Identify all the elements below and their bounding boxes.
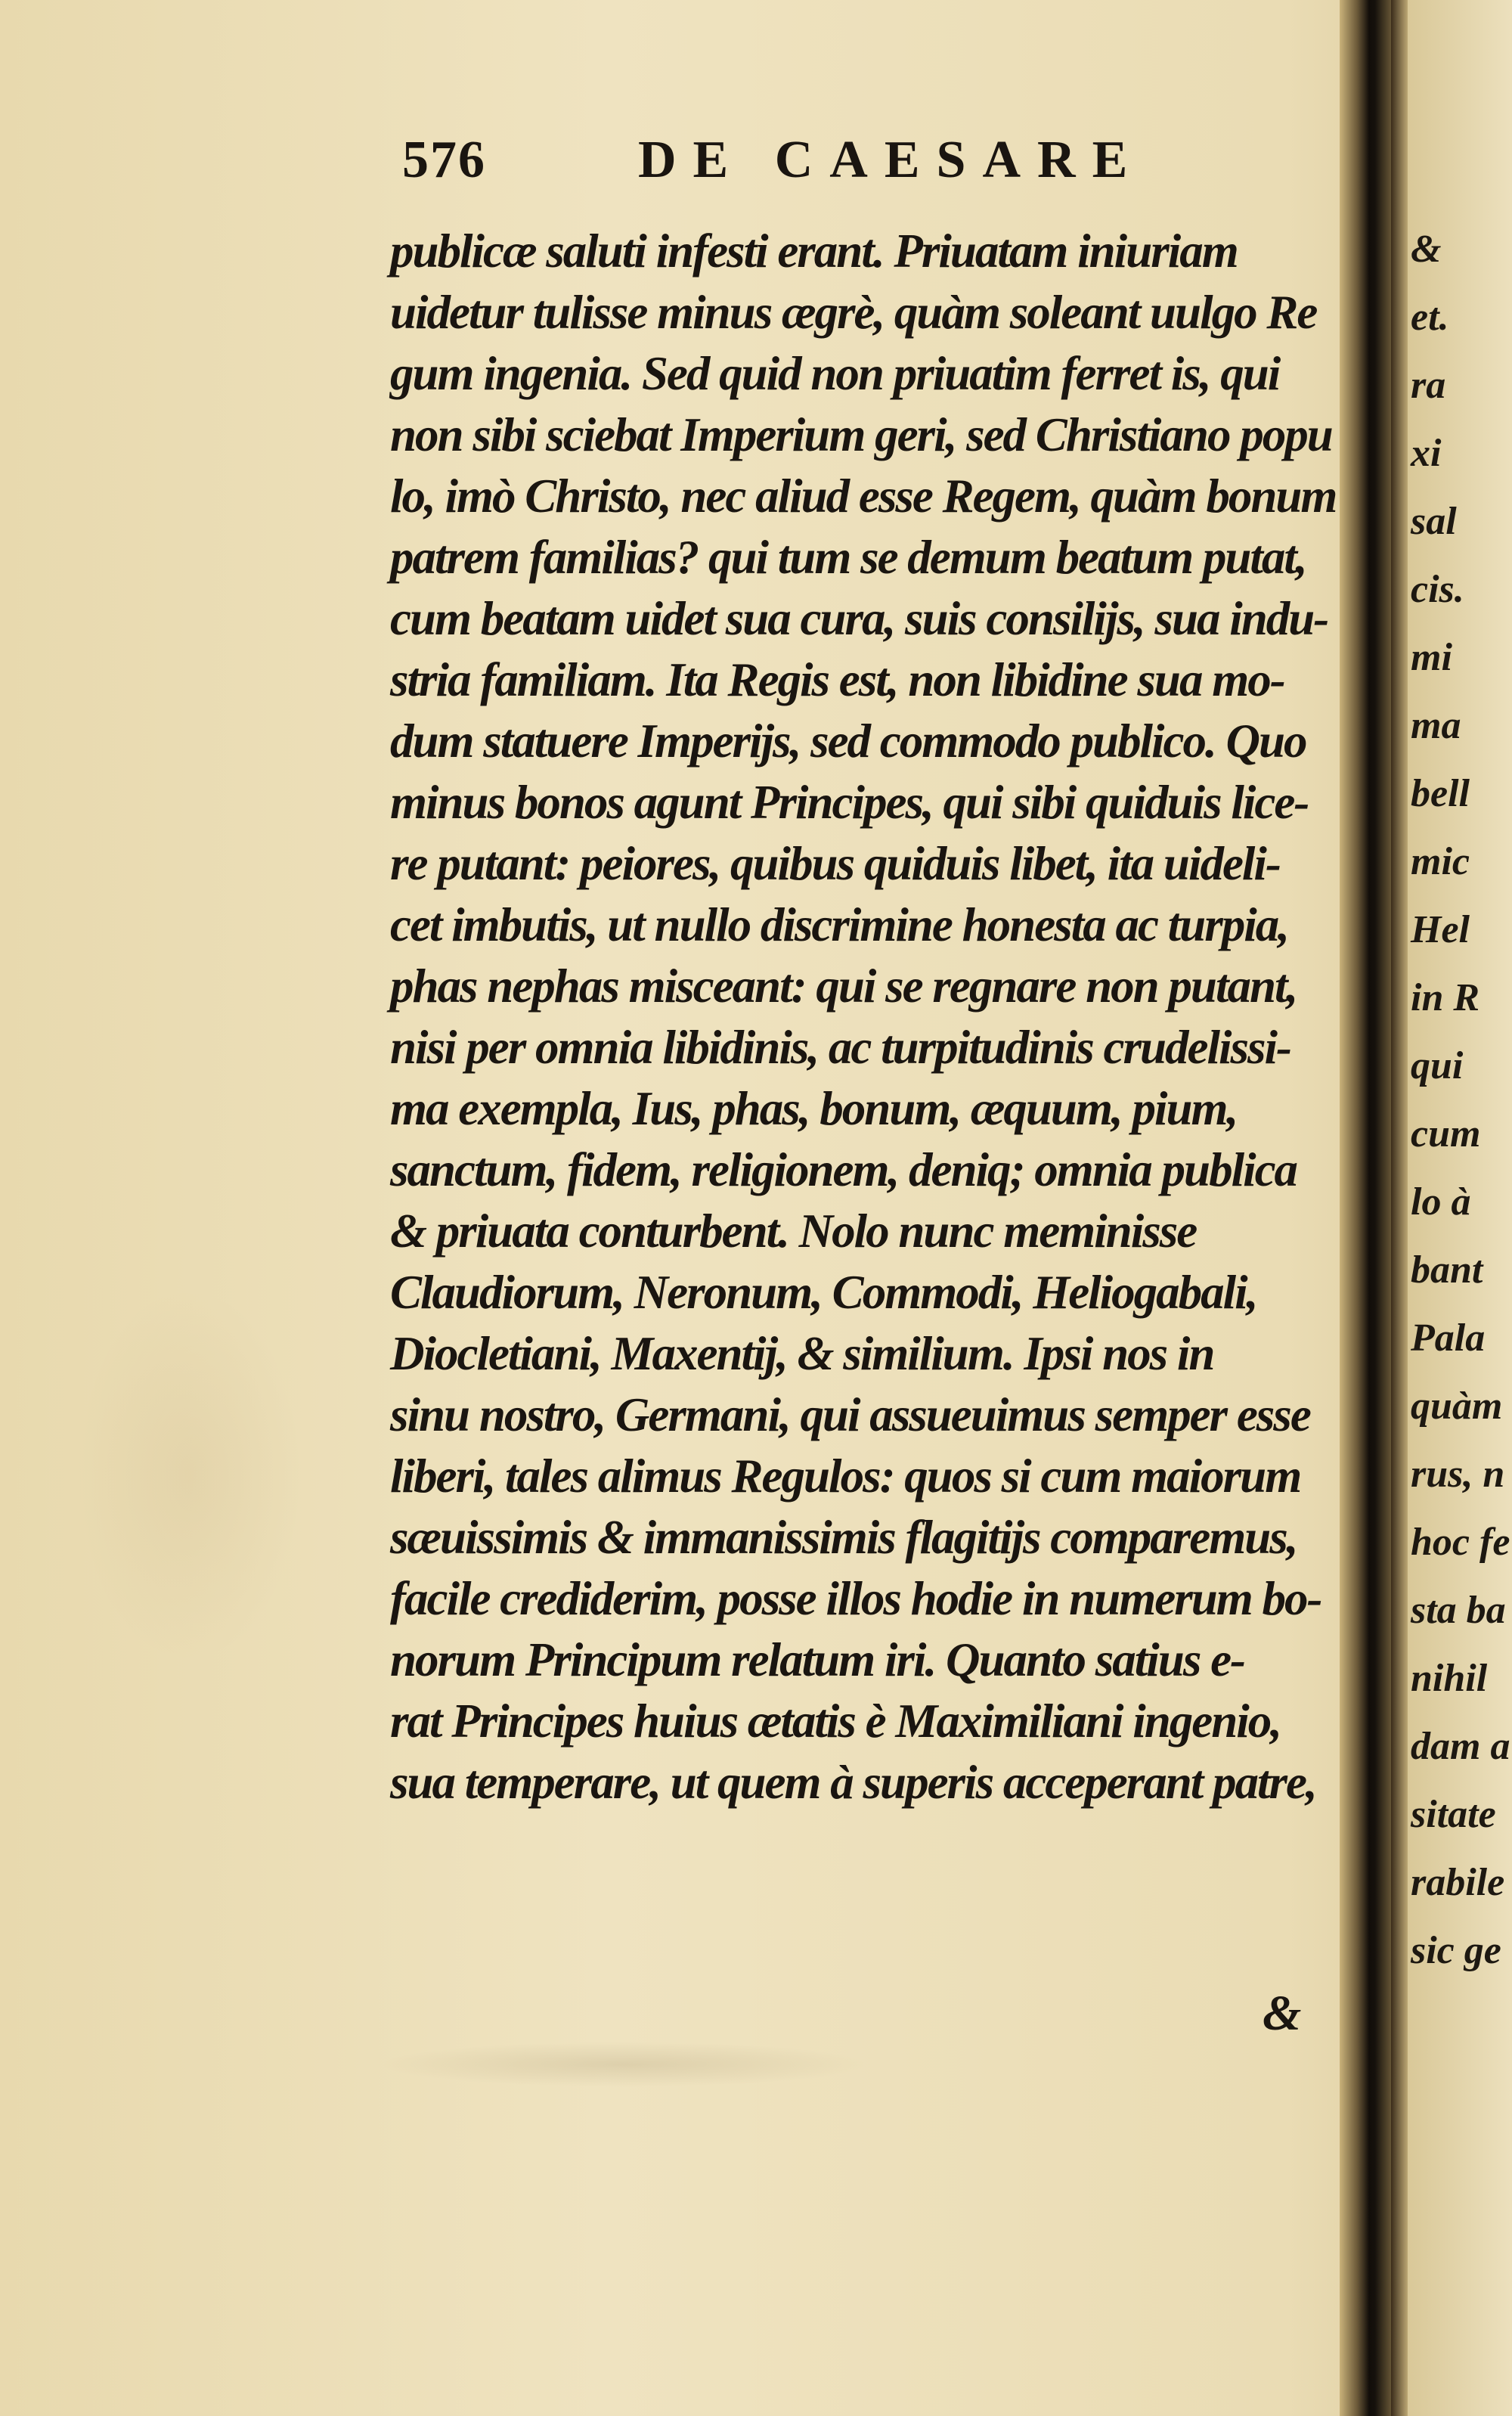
text-line: gum ingenia. Sed quid non priuatim ferret is, qui — [390, 347, 1280, 400]
facing-page-fragment: rus, n — [1411, 1453, 1505, 1496]
facing-page-fragment: Pala — [1411, 1317, 1486, 1360]
text-block — [390, 221, 1358, 1813]
facing-page-fragment: rabile — [1411, 1861, 1505, 1904]
page-number: 576 — [402, 131, 486, 189]
facing-page-fragment: bant — [1411, 1248, 1483, 1292]
facing-page-fragment: lo à — [1411, 1180, 1471, 1224]
running-title: DE CAESARE — [638, 131, 1145, 189]
facing-page-fragment: bell — [1411, 772, 1470, 815]
text-line: liberi, tales alimus Regulos: quos si cum maiorum — [390, 1450, 1301, 1503]
facing-page-fragment: in R — [1411, 976, 1480, 1019]
text-line: stria familiam. Ita Regis est, non libidine sua mo- — [390, 653, 1284, 706]
gutter-edge — [1391, 0, 1409, 2416]
facing-page-fragment: et. — [1411, 296, 1449, 339]
book-gutter — [1340, 0, 1399, 2416]
facing-page-fragment: qui — [1411, 1044, 1464, 1087]
text-line: sanctum, fidem, religionem, deniq; omnia publica — [390, 1143, 1297, 1196]
facing-page-fragment: cum — [1411, 1112, 1481, 1155]
text-line: lo, imò Christo, nec aliud esse Regem, quàm bonum — [390, 470, 1337, 523]
text-line: dum statuere Imperijs, sed commodo publico. Quo — [390, 715, 1306, 768]
text-line: Diocletiani, Maxentij, & similium. Ipsi nos in — [390, 1327, 1214, 1380]
facing-page-fragment: xi — [1411, 432, 1442, 475]
facing-page-fragment: ra — [1411, 364, 1446, 407]
paper-stain — [76, 1286, 302, 1664]
text-line: rat Principes huius ætatis è Maximiliani ingenio, — [390, 1695, 1281, 1748]
facing-page-fragment: dam a — [1411, 1725, 1510, 1768]
ink-offset-stain — [378, 2042, 869, 2087]
text-line: patrem familias? qui tum se demum beatum putat, — [390, 531, 1306, 584]
text-line: Claudiorum, Neronum, Commodi, Heliogabali, — [390, 1266, 1257, 1319]
facing-page-fragment: sitate — [1411, 1793, 1496, 1836]
facing-page-fragment: mic — [1411, 840, 1470, 883]
text-line: non sibi sciebat Imperium geri, sed Christiano popu — [390, 408, 1332, 461]
facing-page-edge — [1408, 0, 1512, 2416]
facing-page-fragment: cis. — [1411, 568, 1464, 611]
text-line: cum beatam uidet sua cura, suis consilijs, sua indu- — [390, 592, 1328, 645]
text-line: phas nephas misceant: qui se regnare non putant, — [390, 960, 1297, 1013]
catchword: & — [1263, 1986, 1302, 2041]
facing-page-fragment: sal — [1411, 500, 1457, 543]
text-line: cet imbutis, ut nullo discrimine honesta ac turpia, — [390, 898, 1288, 951]
facing-page-fragment: sic ge — [1411, 1929, 1501, 1972]
text-line: minus bonos agunt Principes, qui sibi quiduis lice- — [390, 776, 1309, 829]
text-line: publicæ saluti infesti erant. Priuatam iniuriam — [390, 225, 1238, 278]
facing-page-fragment: mi — [1411, 636, 1452, 679]
facing-page-fragment: Hel — [1411, 908, 1470, 951]
facing-page-fragment: sta ba — [1411, 1589, 1506, 1632]
text-line: facile crediderim, posse illos hodie in numerum bo- — [390, 1572, 1321, 1625]
text-line: sinu nostro, Germani, qui assueuimus semper esse — [390, 1388, 1310, 1441]
facing-page-fragment: ma — [1411, 704, 1461, 747]
facing-page-fragment: & — [1411, 228, 1442, 271]
text-line: uidetur tulisse minus ægrè, quàm soleant uulgo Re — [390, 286, 1317, 339]
text-line: ma exempla, Ius, phas, bonum, æquum, pium, — [390, 1082, 1238, 1135]
text-line: sua temperare, ut quem à superis acceperant patre, — [390, 1756, 1316, 1809]
page-header — [402, 130, 1309, 198]
text-line: sæuissimis & immanissimis flagitijs comparemus, — [390, 1511, 1297, 1564]
text-line: re putant: peiores, quibus quiduis libet, ita uideli- — [390, 837, 1280, 890]
text-line: & priuata conturbent. Nolo nunc meminisse — [390, 1205, 1197, 1258]
facing-page-fragment: nihil — [1411, 1657, 1488, 1700]
text-line: nisi per omnia libidinis, ac turpitudinis crudelissi- — [390, 1021, 1291, 1074]
facing-page-fragment: hoc fe — [1411, 1521, 1510, 1564]
facing-page-fragment: quàm — [1411, 1385, 1503, 1428]
text-line: norum Principum relatum iri. Quanto satius e- — [390, 1633, 1245, 1686]
